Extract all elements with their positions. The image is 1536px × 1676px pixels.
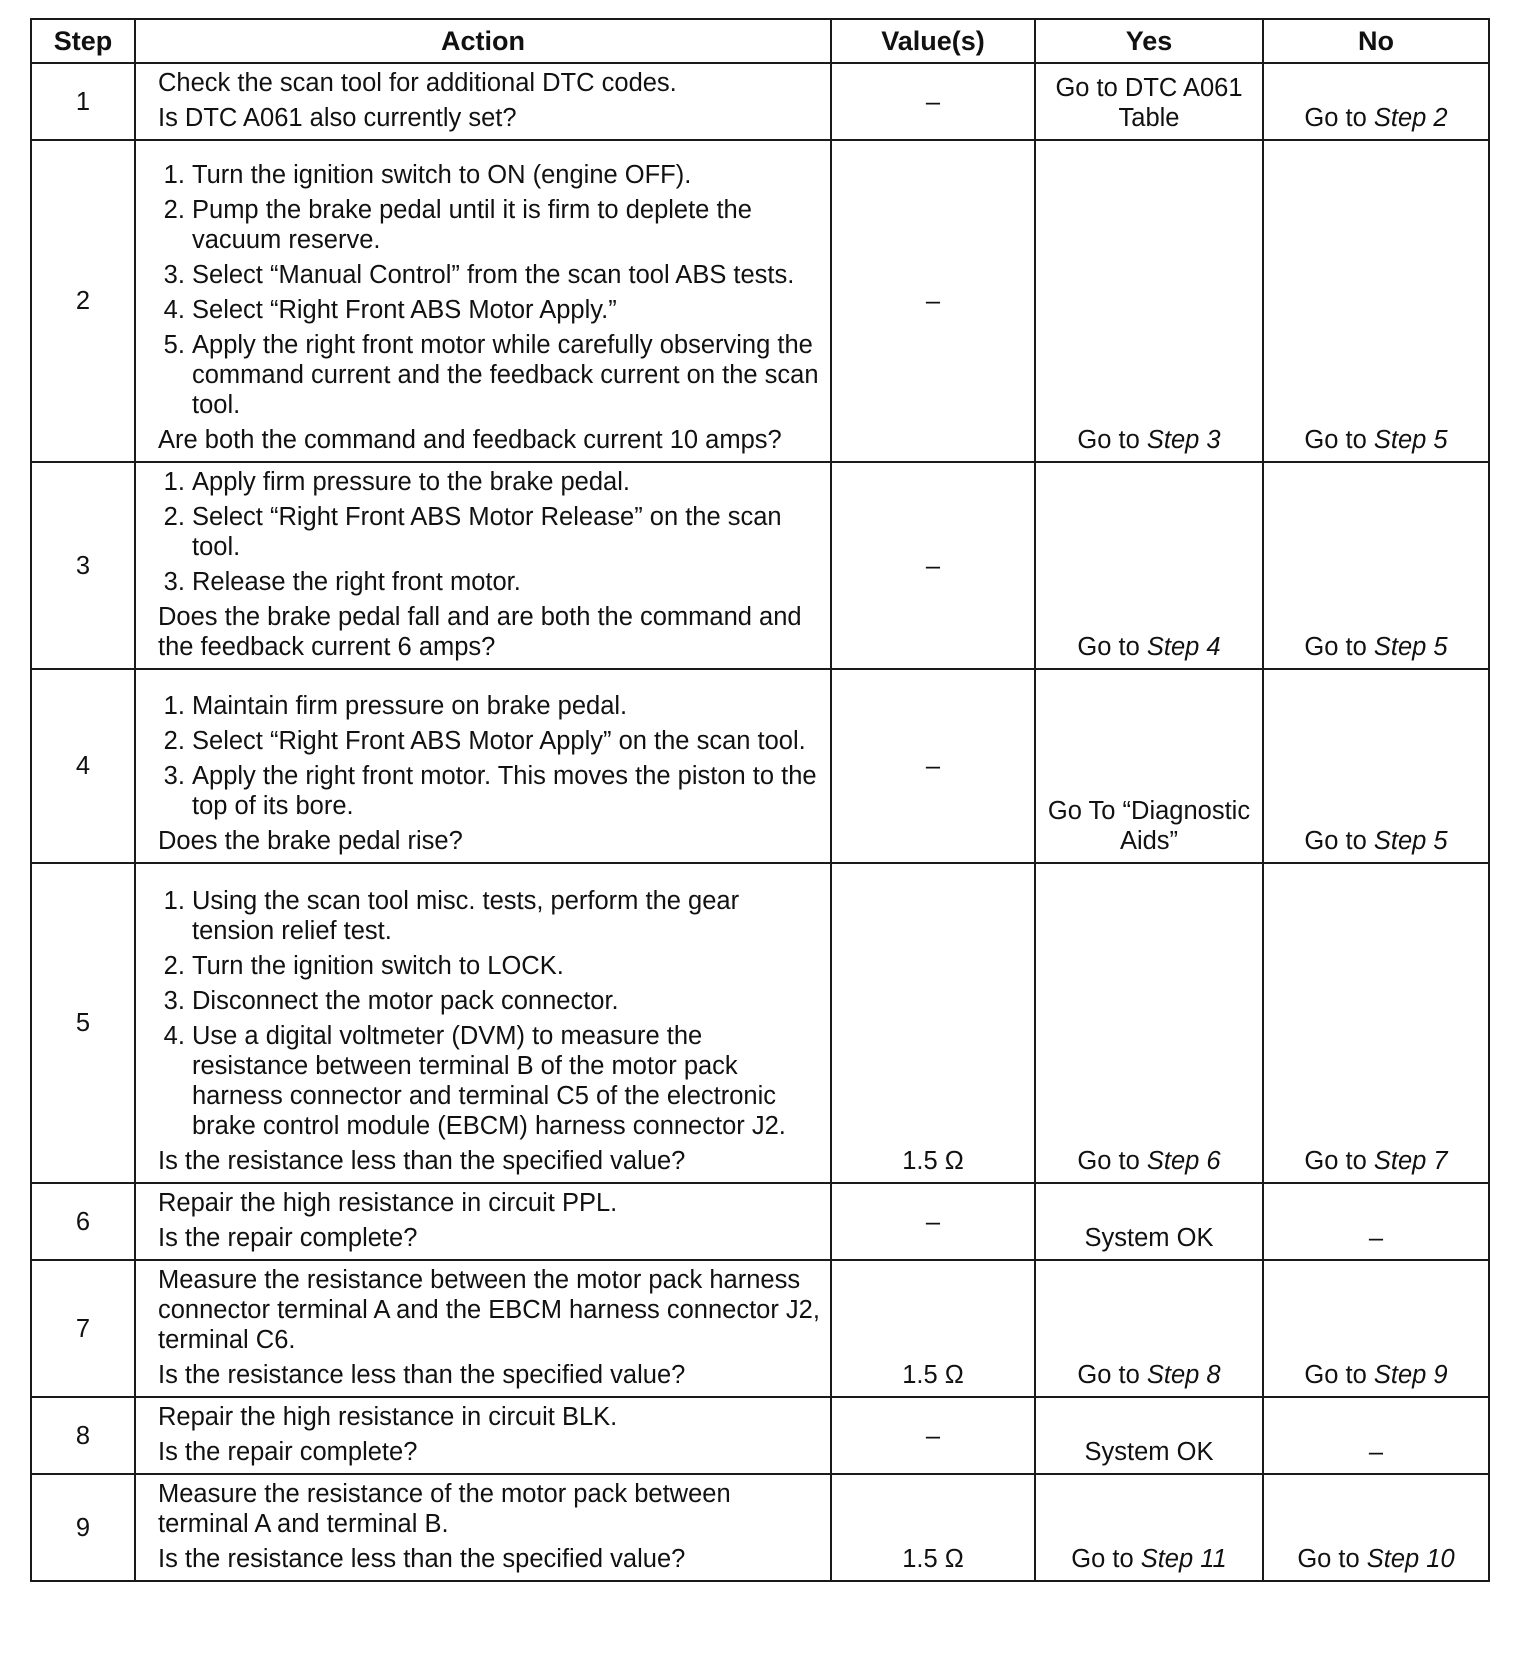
no-cell [1263, 863, 1489, 1183]
yes-text: System OK [1084, 1224, 1214, 1252]
value-cell: – [831, 1183, 1035, 1260]
step-number: 9 [31, 1474, 135, 1581]
action-question: Does the brake pedal fall and are both the command and the feedback current 6 amps? [158, 603, 802, 661]
no-text: Go to [1304, 1147, 1374, 1175]
table-row [31, 1260, 1489, 1397]
no-text: Go to [1304, 827, 1374, 855]
action-cell [135, 462, 831, 669]
yes-cell [1035, 140, 1263, 462]
no-step-link[interactable]: Step 5 [1373, 426, 1448, 454]
action-cell [135, 1260, 831, 1397]
yes-cell [1035, 462, 1263, 669]
action-question: Are both the command and feedback current 10 amps? [158, 426, 782, 454]
action-text: Repair the high resistance in circuit BLK. [158, 1403, 618, 1431]
action-cell [135, 1397, 831, 1474]
yes-text: Go to DTC A061 Table [1055, 74, 1243, 132]
yes-text: System OK [1084, 1438, 1214, 1466]
step-number: 7 [31, 1260, 135, 1397]
yes-text: Go to [1077, 1361, 1147, 1389]
no-cell [1263, 1474, 1489, 1581]
step-number: 2 [31, 140, 135, 462]
yes-text: Go to [1077, 1147, 1147, 1175]
action-step: 1. Maintain firm pressure on brake pedal. [192, 691, 820, 721]
yes-step-link[interactable]: Step 3 [1146, 426, 1221, 454]
no-step-link[interactable]: Step 7 [1373, 1147, 1448, 1175]
table-row [31, 1183, 1489, 1260]
action-cell [135, 669, 831, 863]
no-cell [1263, 63, 1489, 140]
header-step: Step [31, 19, 135, 63]
no-text: Go to [1304, 104, 1374, 132]
action-question: Does the brake pedal rise? [158, 827, 463, 855]
yes-cell [1035, 63, 1263, 140]
no-step-link[interactable]: Step 5 [1373, 827, 1448, 855]
step-number: 6 [31, 1183, 135, 1260]
value-cell: 1.5 Ω [831, 1474, 1035, 1581]
action-step: 5. Apply the right front motor while carefully observing the command current and the feedback current on the scan tool. [192, 330, 820, 420]
header-action: Action [135, 19, 831, 63]
action-step: 3. Disconnect the motor pack connector. [192, 986, 820, 1016]
action-question: Is the repair complete? [158, 1224, 418, 1252]
yes-text: Go to [1077, 633, 1147, 661]
action-step: 2. Turn the ignition switch to LOCK. [192, 951, 820, 981]
value-cell: 1.5 Ω [831, 1260, 1035, 1397]
table-row [31, 63, 1489, 140]
table-row [31, 462, 1489, 669]
no-cell [1263, 1260, 1489, 1397]
header-yes: Yes [1035, 19, 1263, 63]
action-step: 1. Apply firm pressure to the brake pedal. [192, 467, 820, 497]
action-step: 4. Use a digital voltmeter (DVM) to measure the resistance between terminal B of the motor pack harness connector and terminal C5 of the electronic brake control module (EBCM) harness connector J2. [192, 1021, 820, 1141]
action-question: Is the resistance less than the specified value? [158, 1545, 686, 1573]
no-cell [1263, 669, 1489, 863]
action-step: 1. Using the scan tool misc. tests, perform the gear tension relief test. [192, 886, 820, 946]
step-number: 3 [31, 462, 135, 669]
yes-step-link[interactable]: Step 4 [1146, 633, 1221, 661]
action-text: Measure the resistance of the motor pack between terminal A and terminal B. [158, 1480, 731, 1538]
no-text: – [1368, 1224, 1384, 1252]
header-no: No [1263, 19, 1489, 63]
action-step: 2. Select “Right Front ABS Motor Release” on the scan tool. [192, 502, 820, 562]
action-question: Is the resistance less than the specified value? [158, 1361, 686, 1389]
value-cell: – [831, 462, 1035, 669]
action-text: Measure the resistance between the motor pack harness connector terminal A and the EBCM harness connector J2, terminal C6. [158, 1266, 820, 1354]
header-row [31, 19, 1489, 63]
diagnostic-table-sheet [30, 18, 1488, 1582]
step-number: 1 [31, 63, 135, 140]
no-cell [1263, 1397, 1489, 1474]
table-row [31, 669, 1489, 863]
yes-text: Go to [1071, 1545, 1141, 1573]
action-cell [135, 63, 831, 140]
no-step-link[interactable]: Step 10 [1366, 1545, 1455, 1573]
value-cell: – [831, 140, 1035, 462]
no-text: Go to [1304, 1361, 1374, 1389]
no-text: Go to [1304, 633, 1374, 661]
action-cell [135, 1183, 831, 1260]
yes-step-link[interactable]: Step 8 [1146, 1361, 1221, 1389]
action-steps [158, 886, 820, 1141]
action-text: Repair the high resistance in circuit PPL. [158, 1189, 618, 1217]
table-row [31, 863, 1489, 1183]
yes-step-link[interactable]: Step 11 [1140, 1545, 1227, 1573]
action-step: 2. Select “Right Front ABS Motor Apply” on the scan tool. [192, 726, 820, 756]
action-step: 1. Turn the ignition switch to ON (engine OFF). [192, 160, 820, 190]
yes-text: Go to [1077, 426, 1147, 454]
action-step: 4. Select “Right Front ABS Motor Apply.” [192, 295, 820, 325]
step-number: 4 [31, 669, 135, 863]
action-steps [158, 467, 820, 597]
no-text: – [1368, 1438, 1384, 1466]
value-cell: 1.5 Ω [831, 863, 1035, 1183]
table-row [31, 1397, 1489, 1474]
table-body [31, 63, 1489, 1581]
action-question: Is the resistance less than the specified value? [158, 1147, 686, 1175]
yes-cell [1035, 1183, 1263, 1260]
no-step-link[interactable]: Step 5 [1373, 633, 1448, 661]
yes-cell [1035, 863, 1263, 1183]
action-question: Is DTC A061 also currently set? [158, 104, 517, 132]
action-steps [158, 691, 820, 821]
no-cell [1263, 140, 1489, 462]
step-number: 8 [31, 1397, 135, 1474]
diagnostic-table [30, 18, 1490, 1582]
step-number: 5 [31, 863, 135, 1183]
no-cell [1263, 462, 1489, 669]
no-text: Go to [1297, 1545, 1367, 1573]
yes-text: Go To “Diagnostic Aids” [1047, 797, 1251, 855]
action-step: 3. Apply the right front motor. This moves the piston to the top of its bore. [192, 761, 820, 821]
action-cell [135, 1474, 831, 1581]
action-cell [135, 140, 831, 462]
no-cell [1263, 1183, 1489, 1260]
no-step-link[interactable]: Step 9 [1373, 1361, 1448, 1389]
yes-cell [1035, 1260, 1263, 1397]
header-values: Value(s) [831, 19, 1035, 63]
yes-cell [1035, 669, 1263, 863]
action-text: Check the scan tool for additional DTC codes. [158, 69, 677, 97]
action-steps [158, 160, 820, 420]
table-row [31, 140, 1489, 462]
no-text: Go to [1304, 426, 1374, 454]
action-cell [135, 863, 831, 1183]
action-step: 3. Select “Manual Control” from the scan tool ABS tests. [192, 260, 820, 290]
action-question: Is the repair complete? [158, 1438, 418, 1466]
yes-cell [1035, 1397, 1263, 1474]
no-step-link[interactable]: Step 2 [1373, 104, 1448, 132]
table-row [31, 1474, 1489, 1581]
yes-cell [1035, 1474, 1263, 1581]
value-cell: – [831, 63, 1035, 140]
yes-step-link[interactable]: Step 6 [1146, 1147, 1221, 1175]
action-step: 3. Release the right front motor. [192, 567, 820, 597]
value-cell: – [831, 669, 1035, 863]
value-cell: – [831, 1397, 1035, 1474]
action-step: 2. Pump the brake pedal until it is firm to deplete the vacuum reserve. [192, 195, 820, 255]
